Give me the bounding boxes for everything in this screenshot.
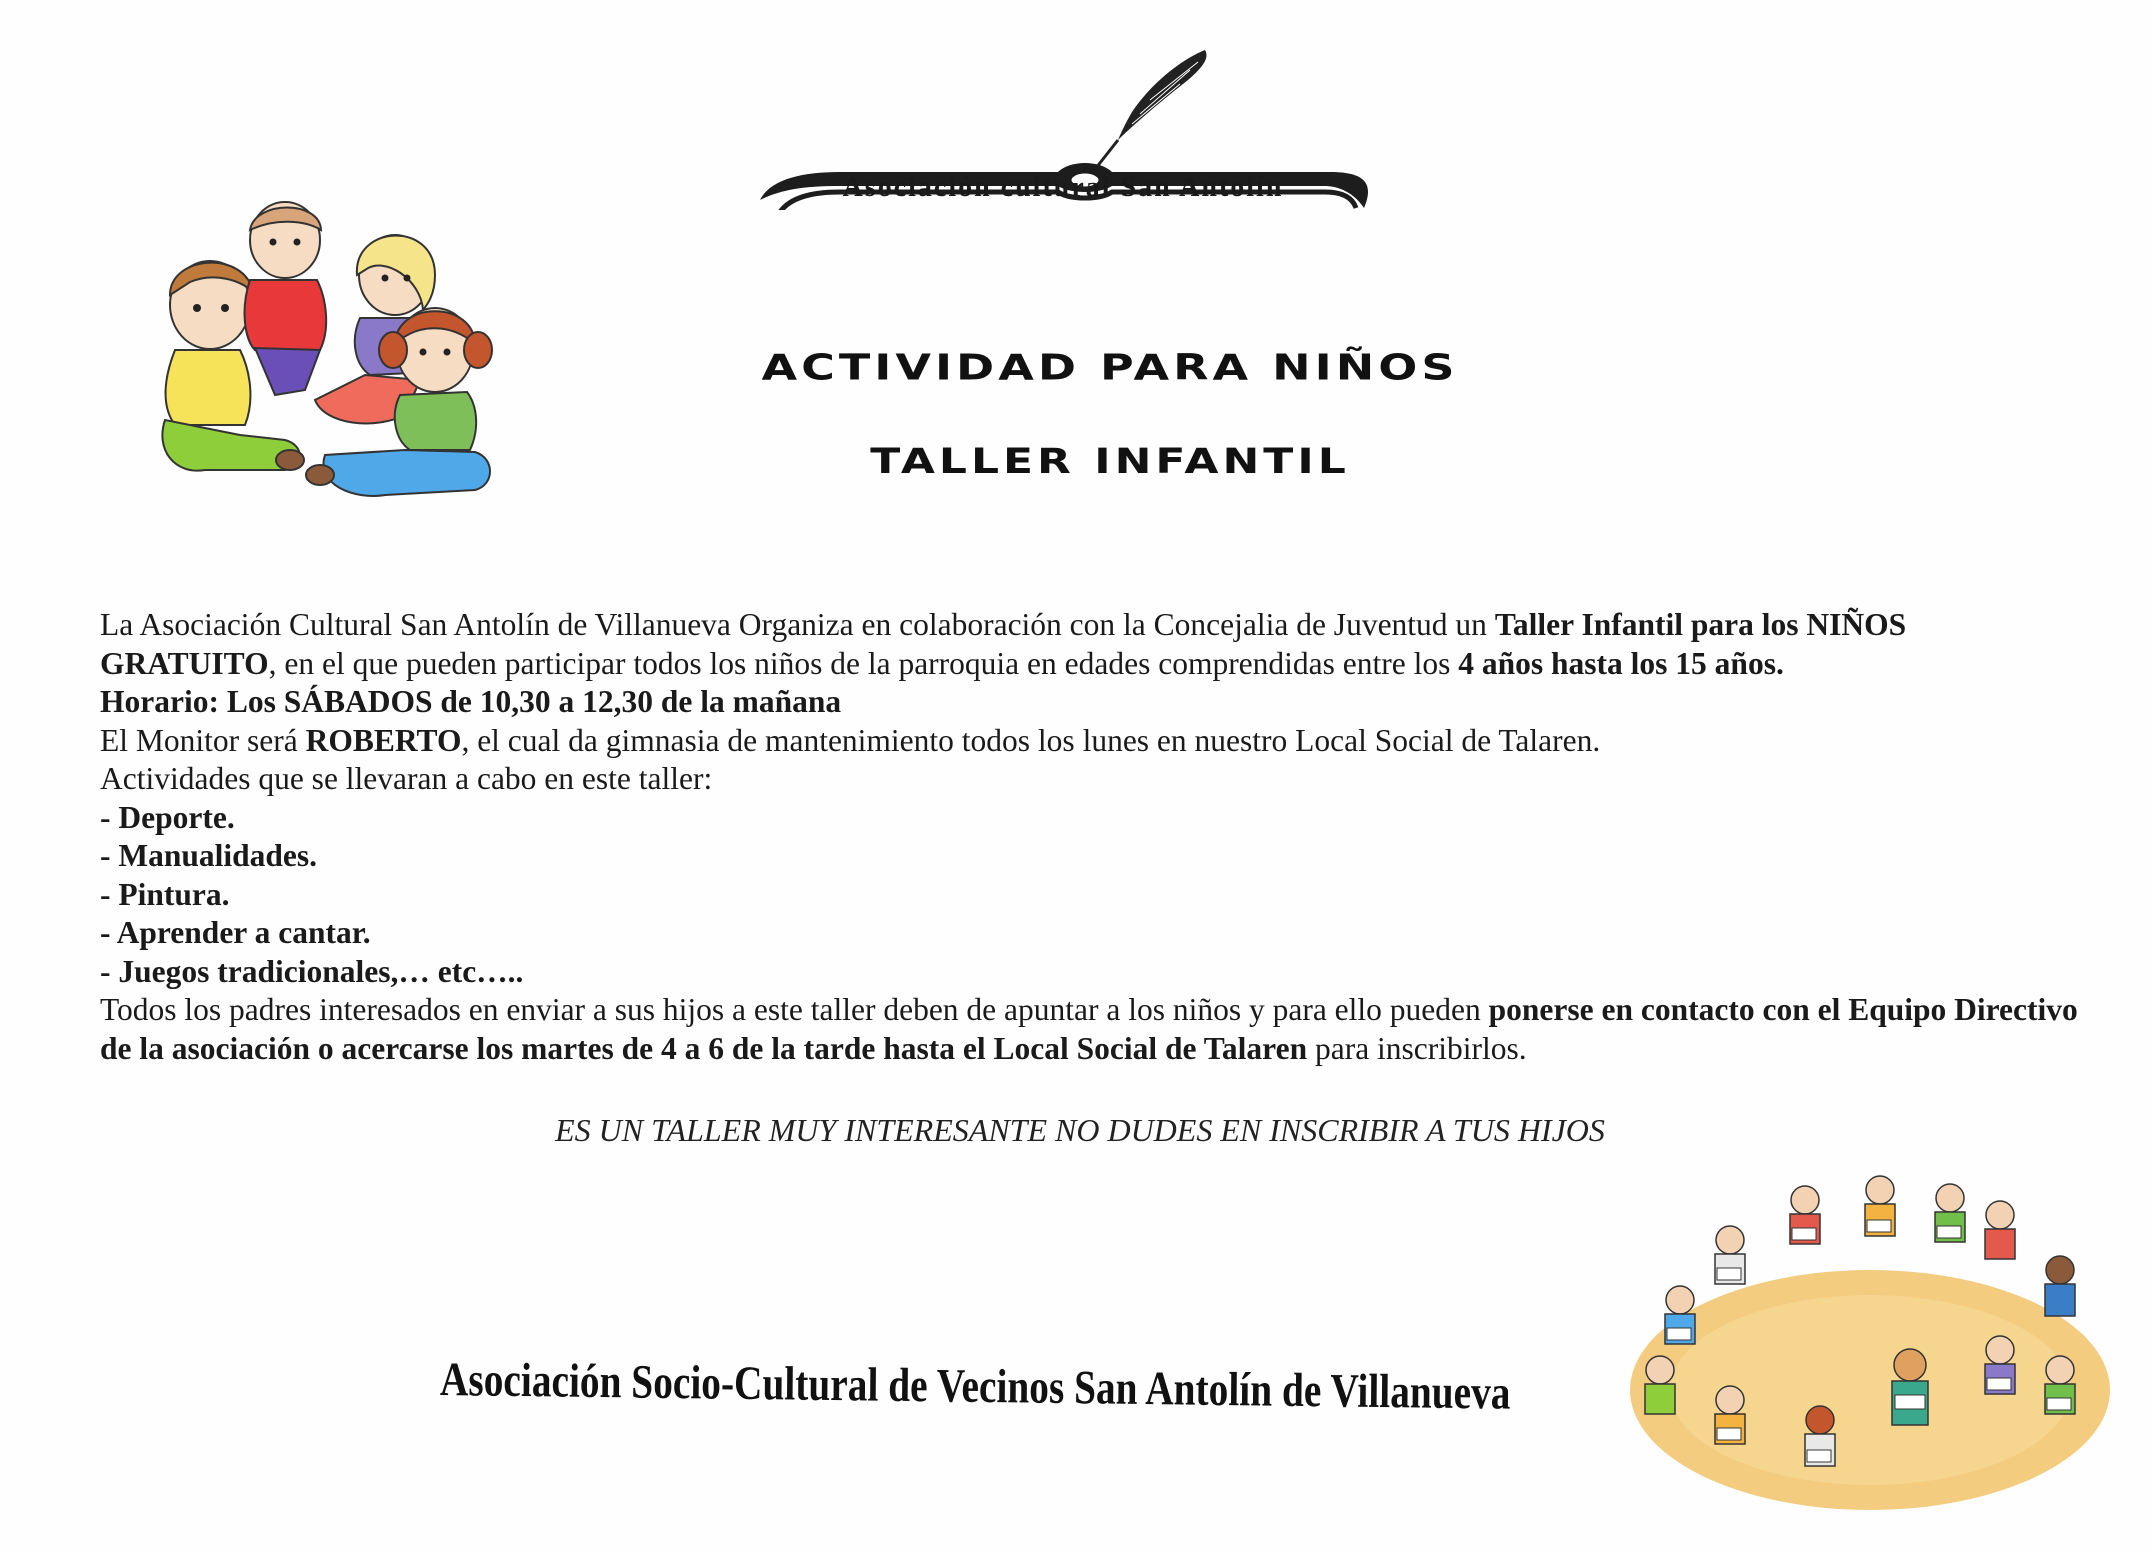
list-item: - Aprender a cantar. xyxy=(100,915,371,950)
contact-text-bold: ponerse en contacto con el Equipo Directivo de la asociación o acercarse los martes de 4 a 6 de la tarde hasta el Local Social de Talaren xyxy=(100,992,2078,1066)
intro-paragraph xyxy=(100,606,2080,683)
intro-text-a: La Asociación Cultural San Antolín de Villanueva Organiza en colaboración con la Concejalia de Juventud un xyxy=(100,607,1495,642)
monitor-text-c: , el cual da gimnasia de mantenimiento todos los lunes en nuestro Local Social de Talaren. xyxy=(461,722,1601,758)
list-item: - Pintura. xyxy=(100,876,230,912)
intro-text-bold: Taller Infantil para los NIÑOS GRATUITO xyxy=(100,607,1907,681)
intro-text-c: , en el que pueden participar todos los niños de la parroquia en edades comprendidas entre los xyxy=(268,645,1459,681)
association-logo xyxy=(740,40,1380,210)
footer-organization: Asociación Socio-Cultural de Vecinos San Antolín de Villanueva xyxy=(439,1353,1511,1420)
contact-text-c: para inscribirlos. xyxy=(1307,1030,1527,1066)
contact-text-a: Todos los padres interesados en enviar a sus hijos a este taller deben de apuntar a los niños y para ello pueden xyxy=(100,992,1489,1027)
page-title: ACTIVIDAD PARA NIÑOS xyxy=(761,345,1459,389)
monitor-name: ROBERTO xyxy=(305,722,462,758)
closing-slogan: ES UN TALLER MUY INTERESANTE NO DUDES EN INSCRIBIR A TUS HIJOS xyxy=(555,1112,1605,1148)
list-item: - Deporte. xyxy=(100,799,235,835)
list-item: - Juegos tradicionales,… etc….. xyxy=(100,953,524,989)
activities-list xyxy=(100,799,2080,992)
contact-paragraph xyxy=(100,991,2080,1068)
body-text xyxy=(100,606,2080,1068)
monitor-paragraph xyxy=(100,722,2080,761)
schedule-text: Horario: Los SÁBADOS de 10,30 a 12,30 de la mañana xyxy=(100,684,842,719)
activities-intro: Actividades que se llevaran a cabo en este taller: xyxy=(100,761,713,796)
children-reading-circle-illustration xyxy=(1620,1170,2120,1530)
page-subtitle: TALLER INFANTIL xyxy=(870,441,1350,482)
schedule xyxy=(100,683,2080,722)
logo-text: Asociación cultural San Antolín xyxy=(842,172,1284,203)
list-item: - Manualidades. xyxy=(100,838,318,873)
age-range: 4 años hasta los 15 años. xyxy=(1458,645,1784,681)
monitor-text-a: El Monitor será xyxy=(100,722,306,758)
